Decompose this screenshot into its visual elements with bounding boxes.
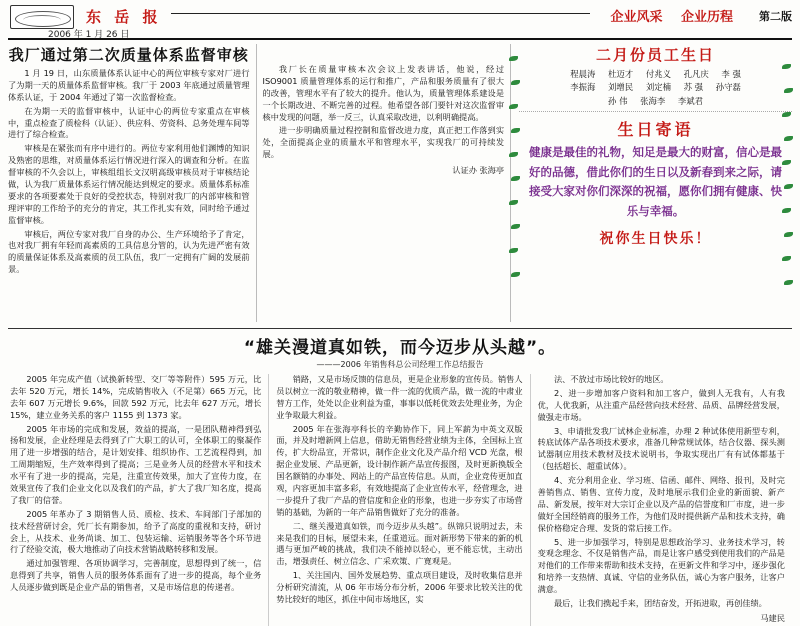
article-column-left (8, 44, 257, 322)
edition-label: 第二版 (759, 10, 792, 23)
birthday-title: 二月份员工生日 (596, 46, 716, 64)
header-link-2[interactable]: 企业历程 (680, 10, 733, 25)
blessing-title: 生日寄语 (617, 120, 694, 140)
feature-byline: 马建民 (760, 612, 785, 623)
birthday-name-list (519, 68, 792, 112)
list-item: 孔凡庆 (683, 69, 709, 79)
bottom-section (8, 374, 792, 626)
header-links (596, 6, 733, 25)
paragraph: 2、进一步增加客户资料和加工客户，做到人无我有，人有我优，人优我新，从注重产品经营向技术经营、品质、品牌经营发展，做强走市场。 (537, 387, 785, 422)
article-body-middle (263, 64, 505, 161)
list-item: 刘定楠 (645, 82, 671, 93)
paragraph: 2005 年完成产值（试换新转型、交厂等等附件）595 万元，比去年 520 万元，增长 14%，完成销售收入（不足第）665 万元，比去年 607 万元增长 9.6%，回款 592 万元，比去年 627 万元，增长 15%，建立业务关系的客户 1155 到 1373 家。 (10, 374, 262, 420)
birthday-panel (511, 44, 792, 322)
blessing-text: 健康是最佳的礼物，知足是最大的财富，信心是最好的品德，借此你们的生日以及新春到来之际，请接受大家对你们深深的祝福，愿你们拥有健康、快乐与幸福。 (529, 145, 783, 218)
article-body-left (8, 68, 250, 276)
page-title: 我厂通过第二次质量体系监督审核 (8, 46, 249, 64)
paragraph: 审核是在紧张而有序中进行的。两位专家利用他们渊博的知识及熟密的思维，对质量体系运行情况进行深入的调查和分析。在监督审核的不久会以上，审核组组长文汉明高级审核员对于审核结论做，认为我厂质量体系运行情况能达到规定的要求。质量体系标准要求的各项要素处于良好的受控状态，特别对我厂的内部审核和管理评审的工作给予的充分的肯定，其工作扎实有效，同时给予通过监督审核。 (8, 143, 250, 225)
paragraph: 审核后，两位专家对我厂自身的办公、生产环境给予了肯定，也对我厂拥有年轻而高素质的工具信息分管的，认为先进严密有效的质量保证体系及高素质的员工队伍，我厂一定拥有广阔的发展前景。 (8, 228, 250, 275)
paragraph: 4、充分利用企业、学习班、信函、邮件、网络、报刊，及时完善销售点、销售、宣传力度，及时地展示我们企业的新面貌、新产品、新发展，按年对大宗订企业以及产品的信誉度和厂市度，进一步做好全国经销商的服务工作，为他们及时提供新产品和技术支持，确保价格稳定合理、发货的常后接工作。 (537, 475, 785, 533)
list-item: 张海李 (640, 95, 666, 106)
feature-column-2 (269, 374, 530, 626)
list-item: 孙 伟 (608, 95, 628, 106)
header-link-1[interactable]: 企业风采 (610, 10, 663, 25)
masthead-divider (171, 13, 590, 14)
paragraph: 3、申请批发我厂试林企业标准，办理 2 种试体使用新型专利，转底试体产品各项技术要求，准备几种常规试体，结合仪器、探头测试器制应用技术教材及技术说明书，争取实现出厂有有试体都基于（包括超长、超重试体）。 (537, 425, 785, 472)
birthday-wish: 祝你生日快乐！ (599, 230, 712, 247)
paragraph: 1 月 19 日，山东质量体系认证中心的两位审核专家对厂进行了为期一天的质量体系监督审核。我厂于 2003 年底通过质量管理体系认证，于 2004 年通过了第一次监督检查。 (8, 68, 250, 102)
issue-date: 2006 年 1 月 26 日 (48, 30, 130, 40)
list-item: 付兆义 (645, 69, 671, 79)
section-divider (8, 328, 792, 329)
paragraph: 2005 年在张海亭科长的辛勤协作下，同上军薪为中英文双版面，并及时增新网上信息，借助无销售经营业绩为主体，全国标上宣传，扩大纷品宣，开常识，制作企业文化及产品介绍 VCD 光盘，根据企业发展、产品更新，设计制作新产品宣传报图，及时更新换版全国名额销的办事处、网站上的产品宣传信息。从而，企业竞传更加直观，内容更加丰富多彩，有效地提高了企业宣传水平，经营理念，进一步提升了我厂产品的营信度和企业的形象，也进一步夯实了市场营销的基础，为新的一年产品销售做好了充分的准备。 (276, 423, 523, 517)
list-item: 李 强 (721, 69, 741, 79)
paragraph: 2005 年革办了 3 期销售人员、质检、技术、车间部门子部加的技术经营研讨会，凭厂长有期参加，给予了高度的重视和支持，研讨会上，从技术、业务尚谈、加工、包装运输、运销服务等各个环节进行了经验交流，极大地推动了向技术营销战略转移和发展。 (10, 508, 262, 555)
vine-decoration-left-icon (509, 46, 521, 296)
paragraph: 我厂长在质量审核本次会议上发表讲话，他说，经过 ISO9001 质量管理体系的运行和推广，产品和服务质量有了很大的改善，管理水平有了较大的提升。他认为，质量管理体系建设是一个长期改进、不断完善的过程。他希望各部门要针对这次监督审核中发现的问题，举一反三，认真采取改进，以利明确提高。 (262, 64, 505, 122)
list-item: 刘增民 (608, 82, 634, 93)
paragraph: 5、进一步加强学习，特别是思想政治学习、业务技术学习，转变观念理念、不仅是销售产品，而是让客户感受到使用我们的产品是对他们的工作带来帮助和技术支持，在更新文件和学习中，逐步强化和培养一支热情、真诚、守信的业务队伍，诚心为客户服务，让客户满意。 (537, 536, 785, 595)
paragraph: 二、继关漫道真如铁，而今迈步从头越”。纵锦只说明过去，未来是我们的目标，展望未来，任重道远。面对新形势下带来的新的机遇与更加严峻的挑战，我们决不能掉以轻心，更不能忘忧，主动出击，增强责任、树立信念、广采欢策、广寛观是。 (276, 520, 523, 567)
vine-decoration-right-icon (782, 46, 794, 296)
feature-subheadline: ———2006 年销售科总公司经理工作总结报告 (316, 360, 484, 369)
paper-title: 东 岳 报 (86, 8, 162, 26)
paragraph: 法、不放过市场比较好的地区。 (553, 374, 669, 384)
list-item: 李斌君 (677, 95, 704, 106)
paragraph: 2005 年市场的完成和发展，效益的提高，一是团队精神得到弘扬和发展，企业经理是去得到了广大职工的认可，全体职工的聚凝作用了进一步增强的结合，是计划安排、组织协作、工艺流程得到，加工周期缩短，生产效率得到了提高；三是业务人员的经营水平和技术水平有了进一步的提高，完是，注重宣传效果，加大了宣传力度，在效果宣传了我们企业文化以及我们的产品，扩大了我厂知名度，提高了我厂的信誉。 (10, 423, 262, 505)
newspaper-logo-icon (10, 5, 74, 29)
list-item: 杜迈才 (608, 69, 634, 79)
paragraph: 进一步明确质量过程控制和监督改进力度，真正把工作落到实处，全面提高企业的质量水平和管理水平，实现我厂的可持续发展。 (262, 125, 505, 160)
feature-column-3 (531, 374, 792, 626)
list-item: 程晨涛 (570, 69, 596, 79)
paragraph: 销路，又是市场反馈的信息员，更是企业形象的宣传员。销售人员以树立一流的敬业精神，做一件一流的优质产品，做一流的中肃业替方工作，处处以企业利益为重，事事以低耗优效去处理业务，为企业争取最大利益。 (276, 374, 523, 420)
list-item: 苏 强 (683, 82, 704, 93)
masthead (8, 4, 792, 40)
article-column-middle (257, 44, 512, 322)
paragraph: 最后，让我们携起手来，团结奋发，开拓进取，再创佳绩。 (553, 598, 767, 609)
feature-headline: “雄关漫道真如铁，而今迈步从头越”。 (243, 338, 557, 358)
paragraph: 通过加强管理、各项协调学习，完善制度，思想得到了统一，信息得到了共享，销售人员的服务体系面有了进一步的提高，每个业务人员逐步做到既是企业产品的销售者，又是市场信息的传递者。 (10, 558, 262, 593)
paragraph: 1、关注国内、国外发展趋势、重点项目建设，及时收集信息并分析研究清流，从 06 年市场分布分析，2006 年要求比较关注的优势比较好的地区，抓住中间市场地区，实 (276, 570, 523, 605)
list-item: 李振海 (570, 82, 596, 93)
feature-column-1 (8, 374, 269, 626)
top-section (8, 44, 792, 322)
paragraph: 在为期一天的监督审核中，认证中心的两位专家重点在审核中，重点检查了质检科（认证）、供应科、劳资科、总务处理车间等进行了综合检查。 (8, 105, 250, 140)
list-item: 孙守磊 (715, 82, 741, 93)
article-byline: 认证办 张海亭 (452, 165, 505, 176)
